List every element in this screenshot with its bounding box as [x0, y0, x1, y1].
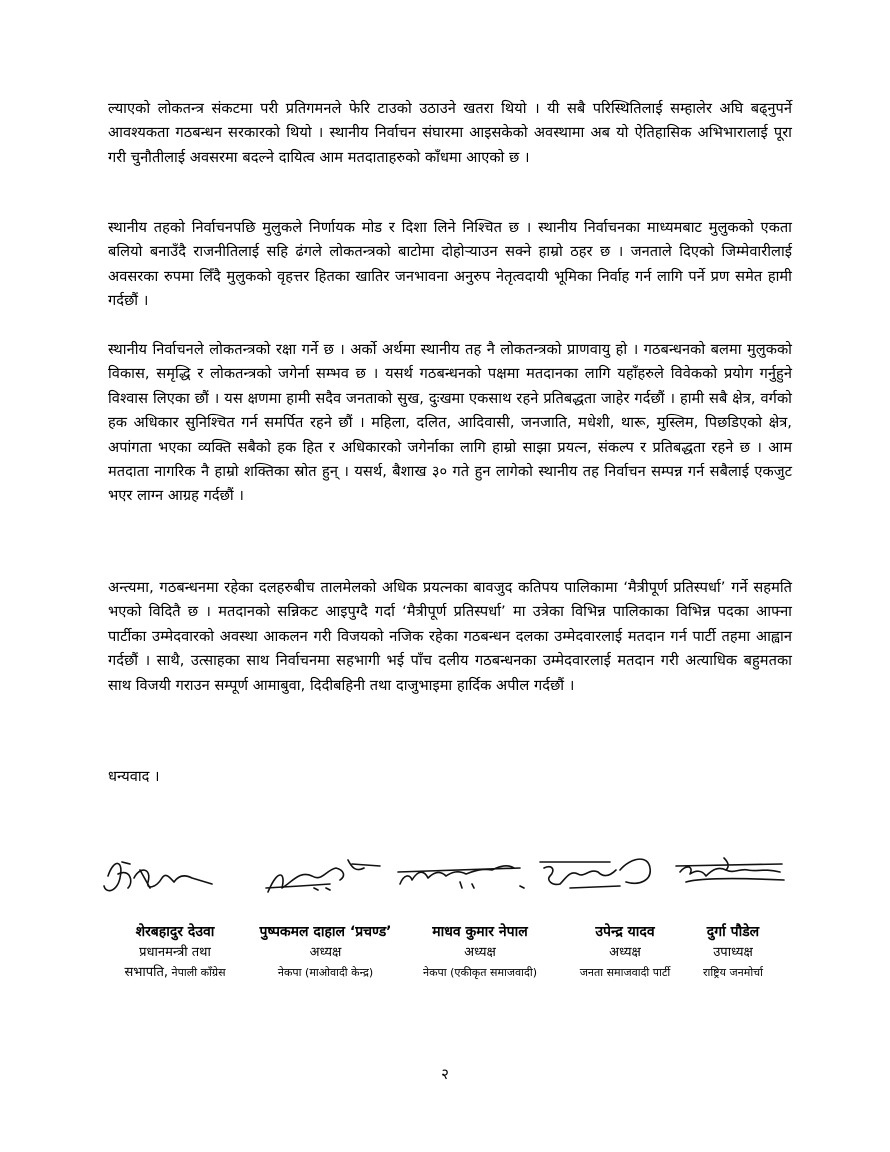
signatory-party: नेकपा (माओवादी केन्द्र): [277, 966, 374, 979]
signatory-party: राष्ट्रिय जनमोर्चा: [702, 966, 764, 979]
signatory-role: अध्यक्ष: [464, 945, 496, 960]
signatory-party: [95, 963, 255, 983]
paragraph-2: स्थानीय तहको निर्वाचनपछि मुलुकले निर्णायक मोड र दिशा लिने निश्चित छ । स्थानीय निर्वाचनका माध्यमबाट मुलुकको एकता बलियो बनाउँदै राजनीतिलाई सहि ढंगले लोकतन्त्रको बाटोमा दोहोऱ्याउन सक्ने हाम्रो ठहर छ । जनताले दिएको जिम्मेवारीलाई अवसरका रुपमा लिँदै मुलुकको वृहत्तर हितका खातिर जनभावना अनुरुप नेतृत्वदायी भूमिका निर्वाह गर्न लागि पर्ने प्रण समेत हामी गर्दछौं ।: [108, 219, 792, 310]
signatory-5: [668, 922, 798, 983]
signatory-name: उपेन्द्र यादव: [595, 924, 655, 940]
signature-paudel: [676, 858, 784, 882]
closing-thanks: धन्यवाद ।: [108, 768, 160, 785]
signatory-name: माधव कुमार नेपाल: [432, 924, 528, 940]
signatures-graphic: [100, 848, 800, 908]
paragraph-4: अन्त्यमा, गठबन्धनमा रहेका दलहरुबीच तालमेलको अधिक प्रयत्नका बावजुद कतिपय पालिकामा ‘मैत्रीपूर्ण प्रतिस्पर्धा’ गर्ने सहमति भएको विदितै छ । मतदानको सन्निकट आइपुग्दै गर्दा ‘मैत्रीपूर्ण प्रतिस्पर्धा’ मा उत्रेका विभिन्न पालिकाका विभिन्न पदका आफ्ना पार्टीका उम्मेदवारको अवस्था आकलन गरी विजयको नजिक रहेका गठबन्धन दलका उम्मेदवारलाई मतदान गर्न पार्टी तहमा आह्वान गर्दछौं । साथै, उत्साहका साथ निर्वाचनमा सहभागी भई पाँच दलीय गठबन्धनका उम्मेदवारलाई मतदान गरी अत्याधिक बहुमतका साथ विजयी गराउन सम्पूर्ण आमाबुवा, दिदीबहिनी तथा दाजुभाइमा हार्दिक अपील गर्दछौं ।: [108, 579, 792, 694]
signatory-name: शेरबहादुर देउवा: [135, 924, 215, 940]
signature-deuba: [104, 862, 212, 891]
signature-dahal: [266, 860, 380, 892]
signatory-role: उपाध्यक्ष: [713, 945, 753, 960]
signatory-party: जनता समाजवादी पार्टी: [579, 966, 671, 979]
signatory-2: [248, 922, 403, 983]
signatory-party-name: नेपाली काँग्रेस: [168, 966, 226, 979]
page-number: २: [441, 1065, 449, 1083]
signatory-role: प्रधानमन्त्री तथा: [139, 945, 211, 960]
signatory-party: नेकपा (एकीकृत समाजवादी): [422, 966, 537, 979]
paragraph-1: ल्याएको लोकतन्त्र संकटमा परी प्रतिगमनले फेरि टाउको उठाउने खतरा थियो । यी सबै परिस्थितिलाई सम्हालेर अघि बढ्नुपर्ने आवश्यकता गठबन्धन सरकारको थियो । स्थानीय निर्वाचन संघारमा आइसकेको अवस्थामा अब यो ऐतिहासिक अभिभारालाई पूरा गरी चुनौतीलाई अवसरमा बदल्ने दायित्व आम मतदाताहरुको काँधमा आएको छ ।: [108, 100, 792, 166]
signatory-name: पुष्पकमल दाहाल ‘प्रचण्ड’: [259, 924, 392, 940]
signatory-party-prefix: सभापति,: [124, 965, 169, 980]
signatory-3: [400, 922, 560, 983]
signatory-name: दुर्गा पौडेल: [706, 924, 760, 940]
signatory-1: [95, 922, 255, 983]
signatory-role: अध्यक्ष: [309, 945, 342, 960]
signatory-role: अध्यक्ष: [609, 945, 641, 960]
signature-yadav: [540, 859, 650, 888]
signature-nepal: [398, 866, 524, 888]
paragraph-3: स्थानीय निर्वाचनले लोकतन्त्रको रक्षा गर्ने छ । अर्को अर्थमा स्थानीय तह नै लोकतन्त्रको प्राणवायु हो । गठबन्धनको बलमा मुलुकको विकास, समृद्धि र लोकतन्त्रको जगेर्ना सम्भव छ । यसर्थ गठबन्धनको पक्षमा मतदानका लागि यहाँहरुले विवेकको प्रयोग गर्नुहुने विश्वास लिएका छौं । यस क्षणमा हामी सदैव जनताको सुख, दुःखमा एकसाथ रहने प्रतिबद्धता जाहेर गर्दछौं । हामी सबै क्षेत्र, वर्गको हक अधिकार सुनिश्चित गर्न समर्पित रहने छौं । महिला, दलित, आदिवासी, जनजाति, मधेशी, थारू, मुस्लिम, पिछडिएको क्षेत्र, अपांगता भएका व्यक्ति सबैको हक हित र अधिकारको जगेर्नाका लागि हाम्रो साझा प्रयत्न, संकल्प र प्रतिबद्धता रहने छ । आम मतदाता नागरिक नै हाम्रो शक्तिका स्रोत हुन् । यसर्थ, बैशाख ३० गते हुन लागेको स्थानीय तह निर्वाचन सम्पन्न गर्न सबैलाई एकजुट भएर लाग्न आग्रह गर्दछौं ।: [108, 341, 792, 505]
